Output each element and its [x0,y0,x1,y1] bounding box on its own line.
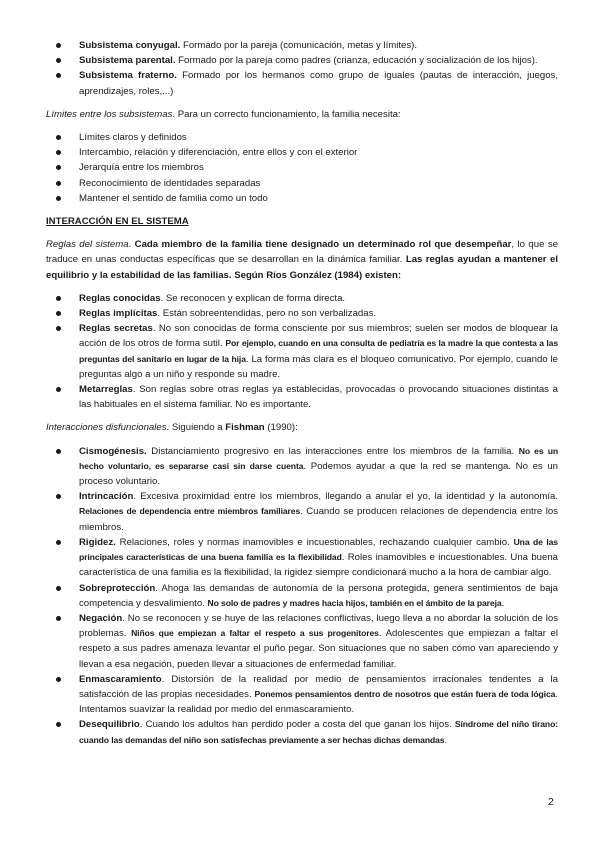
bullet-icon [56,196,61,201]
bullet-icon [56,43,61,48]
term: Reglas implícitas [79,308,158,320]
item-text: Mantener el sentido de familia como un todo [79,192,268,204]
list-item [46,382,558,412]
bullet-icon [56,135,61,140]
limits-text: . Para un correcto funcionamiento, la familia necesita: [172,108,401,120]
list-item [46,160,558,175]
list-item [46,611,558,672]
item-text: . Podemos ayudar a que la red se mantenga. No es un proceso voluntario. [79,460,558,488]
emphasis: Síndrome del niño tirano: cuando las demandas del niño son satisfechas previamente a ser hechas dichas demandas [79,719,558,745]
list-item [46,68,558,98]
limits-list [46,130,558,206]
item-text: . No son conocidas de forma consciente por sus miembros; suelen ser modos de bloquear la acción de los otros de forma sutil. [79,323,558,350]
text: . [128,239,135,251]
item-text: Formado por la pareja como padres (crianza, educación y socialización de los hijos). [175,55,538,67]
list-item [46,176,558,191]
emphasis: Ponemos pensamientos dentro de nosotros que están fuera de toda lógica [254,688,556,699]
list-item [46,130,558,145]
list-item [46,581,558,611]
list-item [46,489,558,535]
bullet-icon [56,387,61,392]
item-text: . Se reconocen y explican de forma directa. [160,292,346,304]
bullet-icon [56,722,61,727]
item-text: Reconocimiento de identidades separadas [79,177,261,189]
dysfunctional-list [46,444,558,748]
bullet-icon [56,58,61,63]
document-page [46,38,558,748]
item-text: . Roles inamovibles e incuestionables. Una buena característica de una familia es la flexibilidad, la rigidez siempre condicionará mucho a la hora de cambiar algo. [79,552,558,579]
item-text: Intercambio, relación y diferenciación, entre ellos y con el exterior [79,147,358,159]
term: Intrincación [79,491,134,503]
text: (1990): [264,422,298,434]
rules-title: Reglas del sistema [46,239,129,251]
emphasis: No solo de padres y madres hacia hijos, también en el ámbito de la pareja [207,597,502,608]
item-text: . [501,597,505,609]
bullet-icon [56,449,61,454]
emphasis: Relaciones de dependencia entre miembros familiares [79,506,301,517]
item-text: . Distorsión de la realidad por medio de pensamientos irracionales tendentes a la satisfacción de las propias necesidades. [79,673,558,700]
term: Enmascaramiento [79,673,162,685]
list-item [46,672,558,718]
list-item [46,444,558,490]
list-item [46,145,558,160]
subsystems-list [46,38,558,99]
list-item [46,191,558,206]
emphasis: Cada miembro de la familia tiene designado un determinado rol que desempeñar [134,239,512,251]
term: Cismogénesis. [79,445,147,457]
item-text: Formado por la pareja (comunicación, metas y límites). [180,40,418,51]
bullet-icon [56,150,61,155]
item-text: . Cuando los adultos han perdido poder a costa del que ganan los hijos. [139,719,455,731]
list-item [46,38,558,53]
bullet-icon [56,181,61,186]
item-text: Límites claros y definidos [79,132,187,144]
item-text: . Son reglas sobre otras reglas ya establecidas, provocadas o provocando situaciones distintas a las habituales en el sistema familiar. No es importante. [79,384,558,411]
emphasis: Niños que empiezan a faltar el respeto a sus progenitores [131,628,379,639]
term: Rigidez. [79,536,116,548]
item-text: . No se reconocen y se huye de las relaciones conflictivas, luego lleva a no abordar la solución de los problemas. [79,612,558,640]
list-item [46,717,558,747]
term: Desequilibrio [79,719,140,731]
bullet-icon [56,326,61,331]
term: Reglas conocidas [79,292,161,304]
item-text: . Excesiva proximidad entre los miembros, llegando a anular el yo, la identidad y la autonomía. [133,491,558,503]
item-text: . Cuando se producen relaciones de dependencia entre los miembros. [79,506,558,533]
list-item [46,535,558,581]
list-item [46,53,558,68]
item-text: Relaciones, roles y normas inamovibles e incuestionables, rechazando cualquier cambio. [115,536,514,548]
bullet-icon [56,677,61,682]
bullet-icon [56,296,61,301]
dysfunctional-title: Interacciones disfuncionales [46,422,167,434]
list-item [46,291,558,306]
term: Subsistema fraterno. [79,70,177,82]
rules-intro [46,237,558,283]
term: Subsistema conyugal. [79,40,181,51]
bullet-icon [56,494,61,499]
bullet-icon [56,73,61,78]
item-text: Formado por los hermanos como grupo de iguales (pautas de interacción, juegos, aprendizajes, roles,...) [79,70,558,97]
emphasis: Una de las principales características de una buena familia es la flexibilidad [79,536,558,563]
term: Sobreprotección [79,582,156,594]
section-heading: INTERACCIÓN EN EL SISTEMA [46,216,189,228]
item-text: . Adolescentes que empiezan a faltar el respeto a sus padres amenaza levantar el puño pegar. Son situaciones que no saben cómo van apareciendo y llevan a esa negación, pueden llevar a situaciones de enfermedad familiar. [79,628,559,670]
list-item [46,306,558,321]
bullet-icon [56,586,61,591]
rules-list [46,291,558,413]
term: Negación [79,612,123,624]
list-item [46,321,558,382]
term: Subsistema parental. [79,55,176,67]
item-text: Distanciamiento progresivo en las interacciones entre los miembros de la familia. [146,445,519,457]
dysfunctional-intro [46,420,558,435]
item-text: . Ahoga las demandas de autonomía de la persona protegida, genera sentimientos de baja competencia y desvalimiento. [79,582,558,609]
emphasis: No es un hecho voluntario, es separarse casi sin darse cuenta [79,445,558,471]
bullet-icon [56,540,61,545]
emphasis: Por ejemplo, cuando en una consulta de pediatría es la madre la que contesta a las preguntas del sanitario en lugar de la hija [79,338,558,364]
item-text: . Intentamos suavizar la realidad por medio del enmascaramiento. [79,688,558,716]
author: Fishman [225,422,265,434]
term: Reglas secretas [79,323,153,335]
page-number: 2 [548,796,554,808]
item-text: . [444,734,448,746]
limits-paragraph [46,107,558,122]
term: Metarreglas [79,384,133,396]
bullet-icon [56,311,61,316]
text: . Siguiendo a [166,422,226,434]
limits-title: Límites entre los subsistemas [46,108,173,120]
text: , lo que se traduce en unas conductas específicas que se desarrollan en la dinámica familiar. [46,239,558,266]
emphasis: Las reglas ayudan a mantener el equilibrio y la estabilidad de las familias. Según Ríos González (1984) existen: [46,254,558,281]
item-text: . Están sobreentendidas, pero no son verbalizadas. [157,308,377,320]
bullet-icon [56,616,61,621]
item-text: Jerarquía entre los miembros [79,162,204,174]
item-text: . La forma más clara es el bloqueo comunicativo. Por ejemplo, cuando le preguntas algo a un niño y responde su madre. [79,353,559,380]
bullet-icon [56,165,61,170]
